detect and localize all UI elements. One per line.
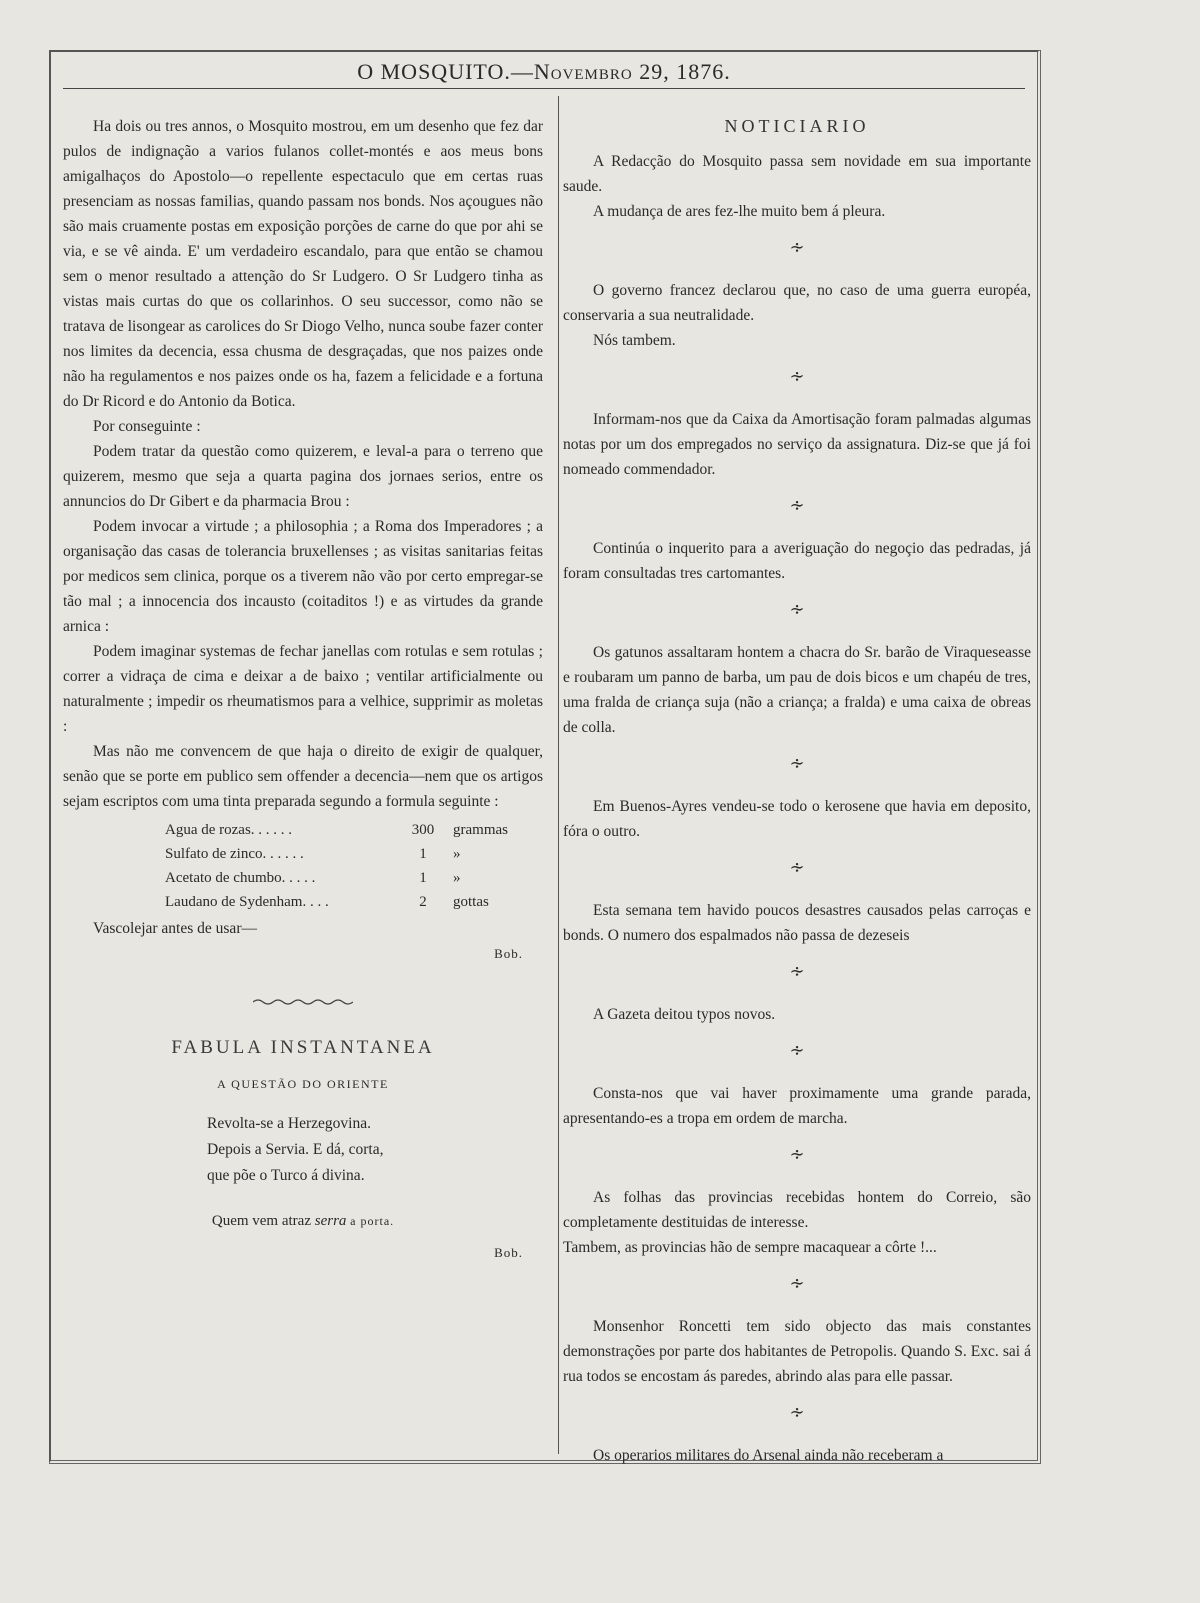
moral-text: Quem vem atraz <box>211 1213 311 1229</box>
wavy-ornament <box>63 990 543 1015</box>
fabula-title: FABULA INSTANTANEA <box>171 1037 435 1058</box>
separator-icon: ∻ <box>789 1273 805 1293</box>
separator-icon: ∻ <box>789 495 805 515</box>
separator-icon: ∻ <box>789 961 805 981</box>
wavy-rule-icon <box>253 998 353 1006</box>
article-paragraph: Mas não me convencem de que haja o direito de exigir de qualquer, senão que se porte em publico sem offender a decencia—nem que os artigos sejam escriptos com uma tinta preparada segundo a formula seguinte : <box>63 743 543 810</box>
verse-line: que põe o Turco á divina. <box>207 1167 365 1184</box>
recipe-row <box>165 866 535 890</box>
recipe-unit: grammas <box>453 822 508 838</box>
separator-icon: ∻ <box>789 366 805 386</box>
verse-line: Depois a Servia. E dá, corta, <box>207 1141 384 1158</box>
masthead-title: O MOSQUITO.— <box>357 59 534 84</box>
news-item: O governo francez declarou que, no caso de uma guerra européa, conservaria a sua neutralidade. <box>563 282 1031 324</box>
news-item: Em Buenos-Ayres vendeu-se todo o kerosene que havia em deposito, fóra o outro. <box>563 798 1031 840</box>
news-item: Continúa o inquerito para a averiguação do negoçio das pedradas, já foram consultadas tres cartomantes. <box>563 540 1031 582</box>
separator-icon: ∻ <box>789 237 805 257</box>
article-paragraph: Podem invocar a virtude ; a philosophia ; a Roma dos Imperadores ; a organisação das casas de tolerancia bruxellenses ; as visitas sanitarias feitas por medicos sem clinica, porque os a tiverem não vão por certo empregar-se tão mal ; a innocencia dos incausto (coitaditos !) e as virtudes da grande arnica : <box>63 518 543 635</box>
recipe-row <box>165 842 535 866</box>
news-item: Esta semana tem havido poucos desastres causados pelas carroças e bonds. O numero dos espalmados não passa de dezeseis <box>563 902 1031 944</box>
recipe-table <box>165 818 535 914</box>
article-paragraph: Vascolejar antes de usar— <box>93 920 257 937</box>
masthead-date: Novembro 29, 1876. <box>533 59 731 84</box>
news-item: Informam-nos que da Caixa da Amortisação foram palmadas algumas notas por um dos empregados no serviço da assignatura. Diz-se que já foi nomeado commendador. <box>563 411 1031 478</box>
news-item: Os operarios militares do Arsenal ainda não receberam a <box>593 1447 944 1464</box>
article-paragraph: Por conseguinte : <box>93 418 201 435</box>
fabula-subtitle: A QUESTÃO DO ORIENTE <box>217 1077 389 1091</box>
verse-line: Revolta-se a Herzegovina. <box>207 1115 371 1132</box>
recipe-ingredient: Agua de rozas. . . . . . <box>165 822 293 838</box>
signature: Bob. <box>494 1245 523 1260</box>
news-item: Monsenhor Roncetti tem sido objecto das mais constantes demonstrações por parte dos habitantes de Petropolis. Quando S. Exc. sai á rua todos se encostam ás paredes, abrindo alas para elle passar. <box>563 1318 1031 1385</box>
separator-icon: ∻ <box>789 857 805 877</box>
recipe-unit: » <box>453 846 461 862</box>
right-column <box>563 114 1031 1468</box>
article-paragraph: Ha dois ou tres annos, o Mosquito mostrou, em um desenho que fez dar pulos de indignação a varios fulanos collet-montés e aos meus bons amigalhaços do Apostolo—o repellente espectaculo que em certas ruas presenciam as nossas familias, quando passam nos bonds. Nos açougues não são mais cruamente postas em exposição porções de carne do que por ahi se via, e se vê ainda. E' um verdadeiro escandalo, para que então se chamou sem o menor resultado a attenção do Sr Ludgero. O Sr Ludgero tinha as vistas mais curtas do que os collarinhos. O seu successor, como não se tratava de lisongear as carolices do Sr Diogo Velho, nunca soube fazer conter nos limites da decencia, essa chusma de desgraçadas, que nos paizes onde não ha regulamentos e nos paizes onde os ha, fazem a felicidade e a fortuna do Dr Ricord e do Antonio da Botica. <box>63 118 543 410</box>
moral-text: serra <box>314 1213 347 1229</box>
recipe-ingredient: Sulfato de zinco. . . . . . <box>165 846 304 862</box>
masthead <box>51 52 1037 92</box>
separator-icon: ∻ <box>789 1144 805 1164</box>
recipe-quantity: 1 <box>419 870 427 886</box>
signature: Bob. <box>494 946 523 961</box>
separator-icon: ∻ <box>789 753 805 773</box>
recipe-quantity: 1 <box>419 846 427 862</box>
recipe-quantity: 2 <box>419 894 427 910</box>
section-title: NOTICIARIO <box>724 116 870 136</box>
news-item: A Redacção do Mosquito passa sem novidade em sua importante saude. <box>563 153 1031 195</box>
recipe-unit: » <box>453 870 461 886</box>
news-item: A mudança de ares fez-lhe muito bem á pleura. <box>593 203 886 220</box>
news-item: Consta-nos que vai haver proximamente uma grande parada, apresentando-es a tropa em ordem de marcha. <box>563 1085 1031 1127</box>
recipe-row <box>165 818 535 842</box>
recipe-row <box>165 890 535 914</box>
news-item: Tambem, as provincias hão de sempre macaquear a côrte !... <box>563 1239 937 1256</box>
separator-icon: ∻ <box>789 1402 805 1422</box>
moral-text: a porta. <box>350 1214 395 1228</box>
article-paragraph: Podem tratar da questão como quizerem, e leval-a para o terreno que quizerem, mesmo que seja a quarta pagina dos jornaes serios, entre os annuncios do Dr Gibert e da pharmacia Brou : <box>63 443 543 510</box>
column-divider <box>558 96 559 1454</box>
separator-icon: ∻ <box>789 1040 805 1060</box>
separator-icon: ∻ <box>789 599 805 619</box>
recipe-unit: gottas <box>453 894 489 910</box>
news-item: Nós tambem. <box>593 332 676 349</box>
news-item: Os gatunos assaltaram hontem a chacra do Sr. barão de Viraqueseasse e roubaram um panno de barba, um pau de dois bicos e um chapéu de tres, uma fralda de criança suja (não a criança; a fralda) e uma caixa de obreas de colla. <box>563 644 1031 736</box>
page-frame <box>49 50 1041 1464</box>
header-rule <box>63 88 1025 89</box>
article-paragraph: Podem imaginar systemas de fechar janellas com rotulas e sem rotulas ; correr a vidraça de cima e deixar a de baixo ; ventilar artificialmente ou naturalmente ; impedir os rheumatismos para a velhice, supprimir as moletas : <box>63 643 543 735</box>
news-item: A Gazeta deitou typos novos. <box>593 1006 776 1023</box>
left-column <box>63 114 543 1265</box>
fabula-moral <box>63 1209 543 1234</box>
recipe-ingredient: Acetato de chumbo. . . . . <box>165 870 316 886</box>
recipe-ingredient: Laudano de Sydenham. . . . <box>165 894 329 910</box>
recipe-quantity: 300 <box>411 822 435 838</box>
news-item: As folhas das provincias recebidas hontem do Correio, são completamente destituidas de interesse. <box>563 1189 1031 1231</box>
